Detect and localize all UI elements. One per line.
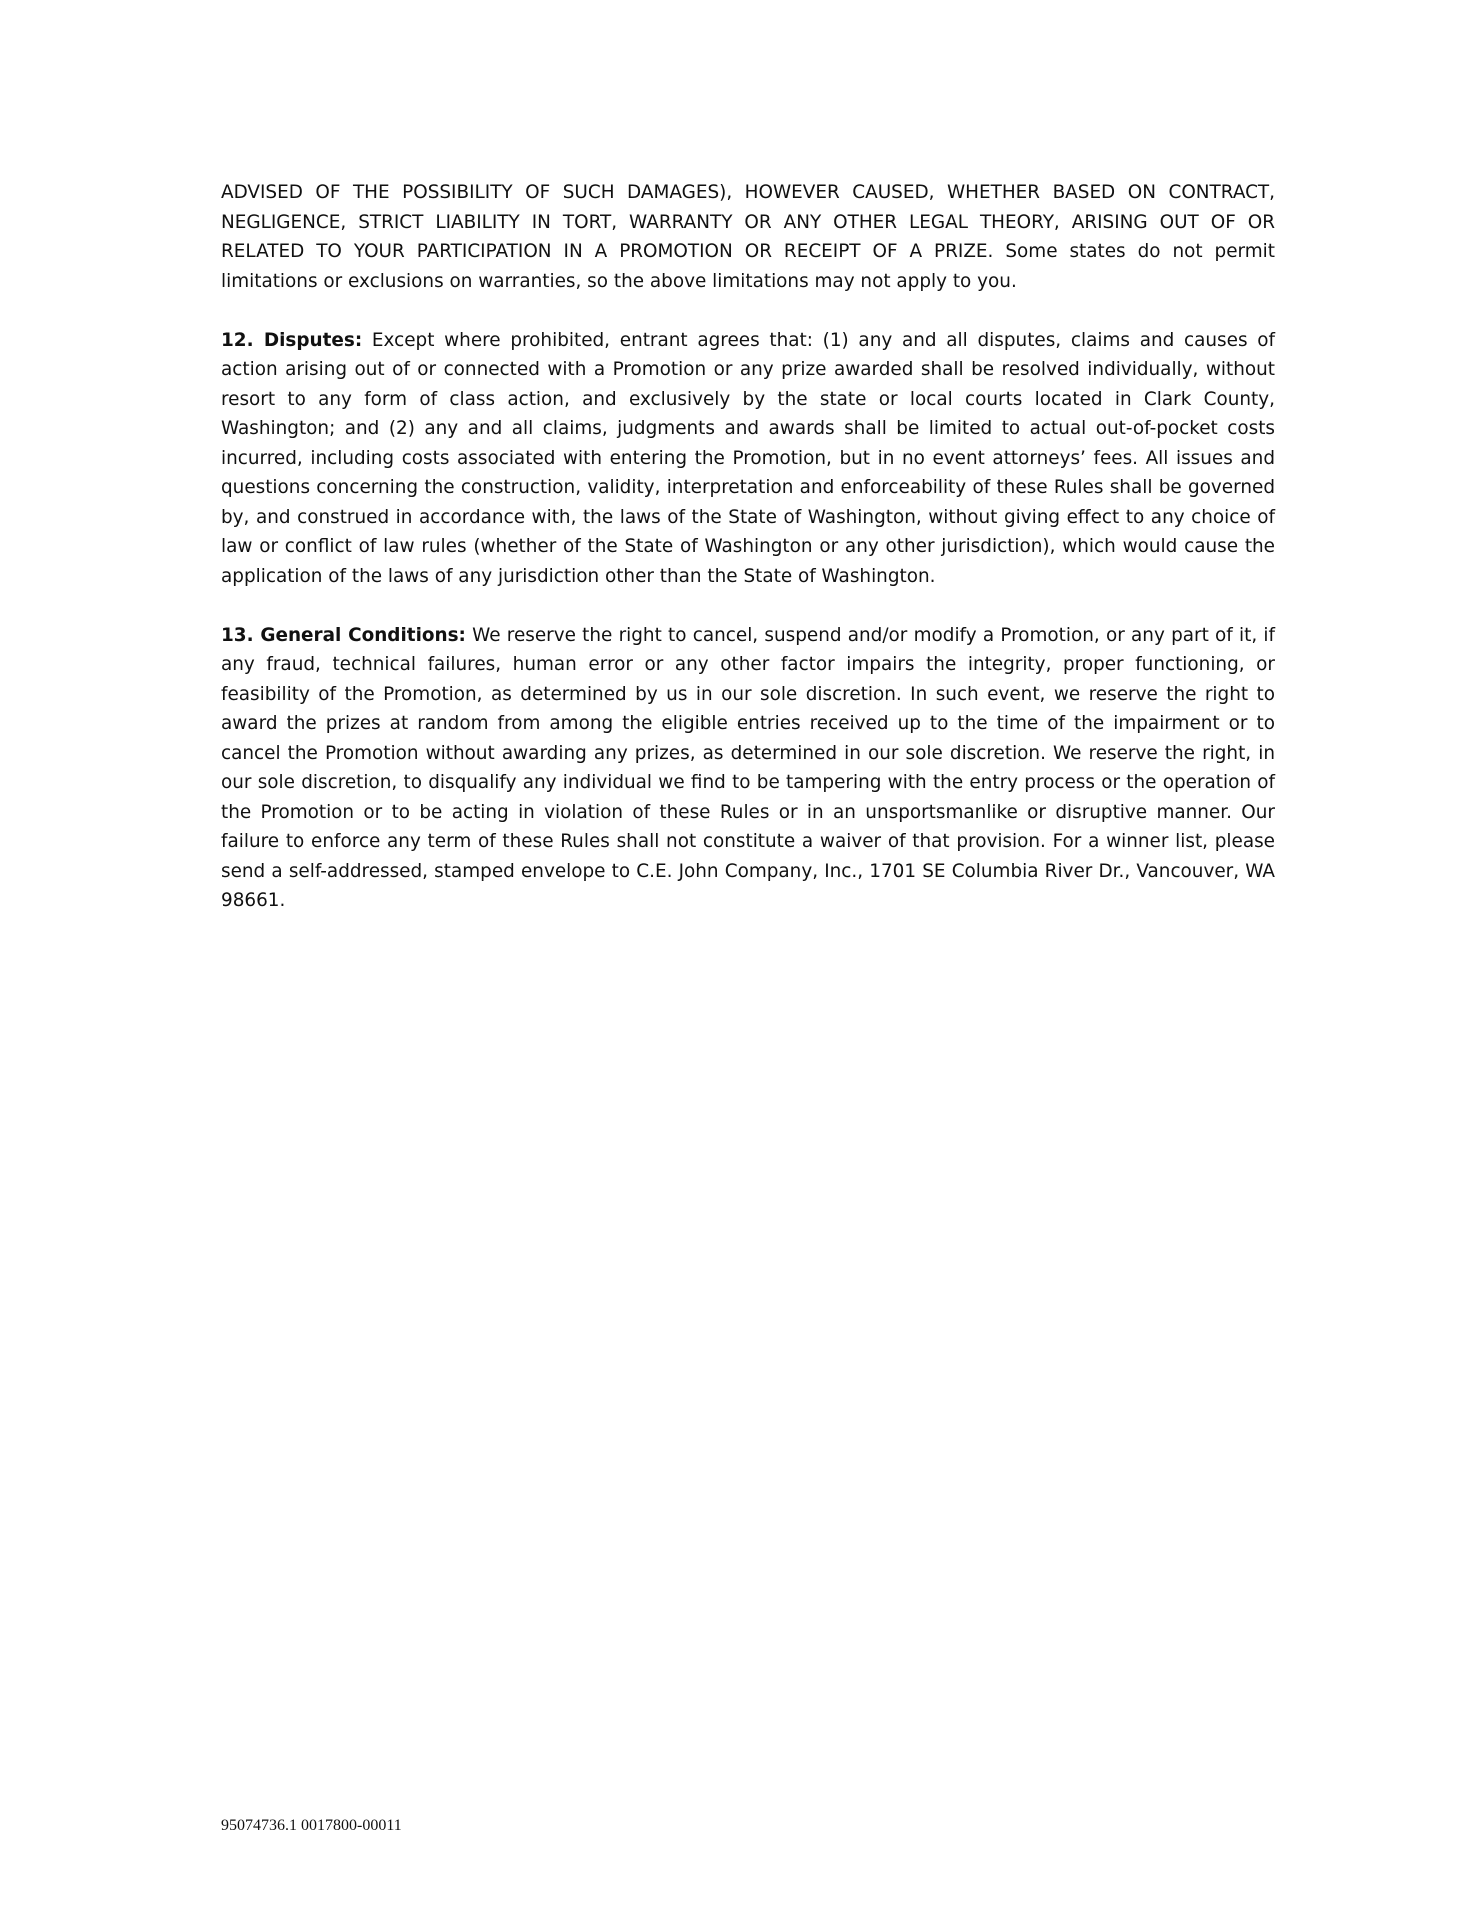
- paragraph-text: Except where prohibited, entrant agrees that: (1) any and all disputes, claims and causes of action arising out of or connected with a Promotion or any prize awarded shall be resolved individually, without resort to any form of class action, and exclusively by the state or local courts located in Clark County, Washington; and (2) any and all claims, judgments and awards shall be limited to actual out-of-pocket costs incurred, including costs associated with entering the Promotion, but in no event attorneys’ fees. All issues and questions concerning the construction, validity, interpretation and enforceability of these Rules shall be governed by, and construed in accordance with, the laws of the State of Washington, without giving effect to any choice of law or conflict of law rules (whether of the State of Washington or any other jurisdiction), which would cause the application of the laws of any jurisdiction other than the State of Washington.: [221, 329, 1275, 587]
- paragraph-text: ADVISED OF THE POSSIBILITY OF SUCH DAMAGES), HOWEVER CAUSED, WHETHER BASED ON CONTRACT, NEGLIGENCE, STRICT LIABILITY IN TORT, WARRANTY OR ANY OTHER LEGAL THEORY, ARISING OUT OF OR RELATED TO YOUR PARTICIPATION IN A PROMOTION OR RECEIPT OF A PRIZE. Some states do not permit limitations or exclusions on warranties, so the above limitations may not apply to you.: [221, 182, 1275, 292]
- section-heading-disputes: 12. Disputes:: [221, 329, 363, 351]
- paragraph-text: We reserve the right to cancel, suspend and/or modify a Promotion, or any part of it, if any fraud, technical failures, human error or any other factor impairs the integrity, proper functioning, or feasibility of the Promotion, as determined by us in our sole discretion. In such event, we reserve the right to award the prizes at random from among the eligible entries received up to the time of the impairment or to cancel the Promotion without awarding any prizes, as determined in our sole discretion. We reserve the right, in our sole discretion, to disqualify any individual we find to be tampering with the entry process or the operation of the Promotion or to be acting in violation of these Rules or in an unsportsmanlike or disruptive manner. Our failure to enforce any term of these Rules shall not constitute a waiver of that provision. For a winner list, please send a self-addressed, stamped envelope to C.E. John Company, Inc., 1701 SE Columbia River Dr., Vancouver, WA 98661.: [221, 624, 1275, 911]
- paragraph-liability-continued: [221, 178, 1275, 296]
- document-footer-id: 95074736.1 0017800-00011: [221, 1817, 402, 1834]
- paragraph-general-conditions: [221, 621, 1275, 916]
- document-body: [221, 178, 1275, 916]
- paragraph-disputes: [221, 326, 1275, 592]
- section-heading-general-conditions: 13. General Conditions:: [221, 624, 466, 646]
